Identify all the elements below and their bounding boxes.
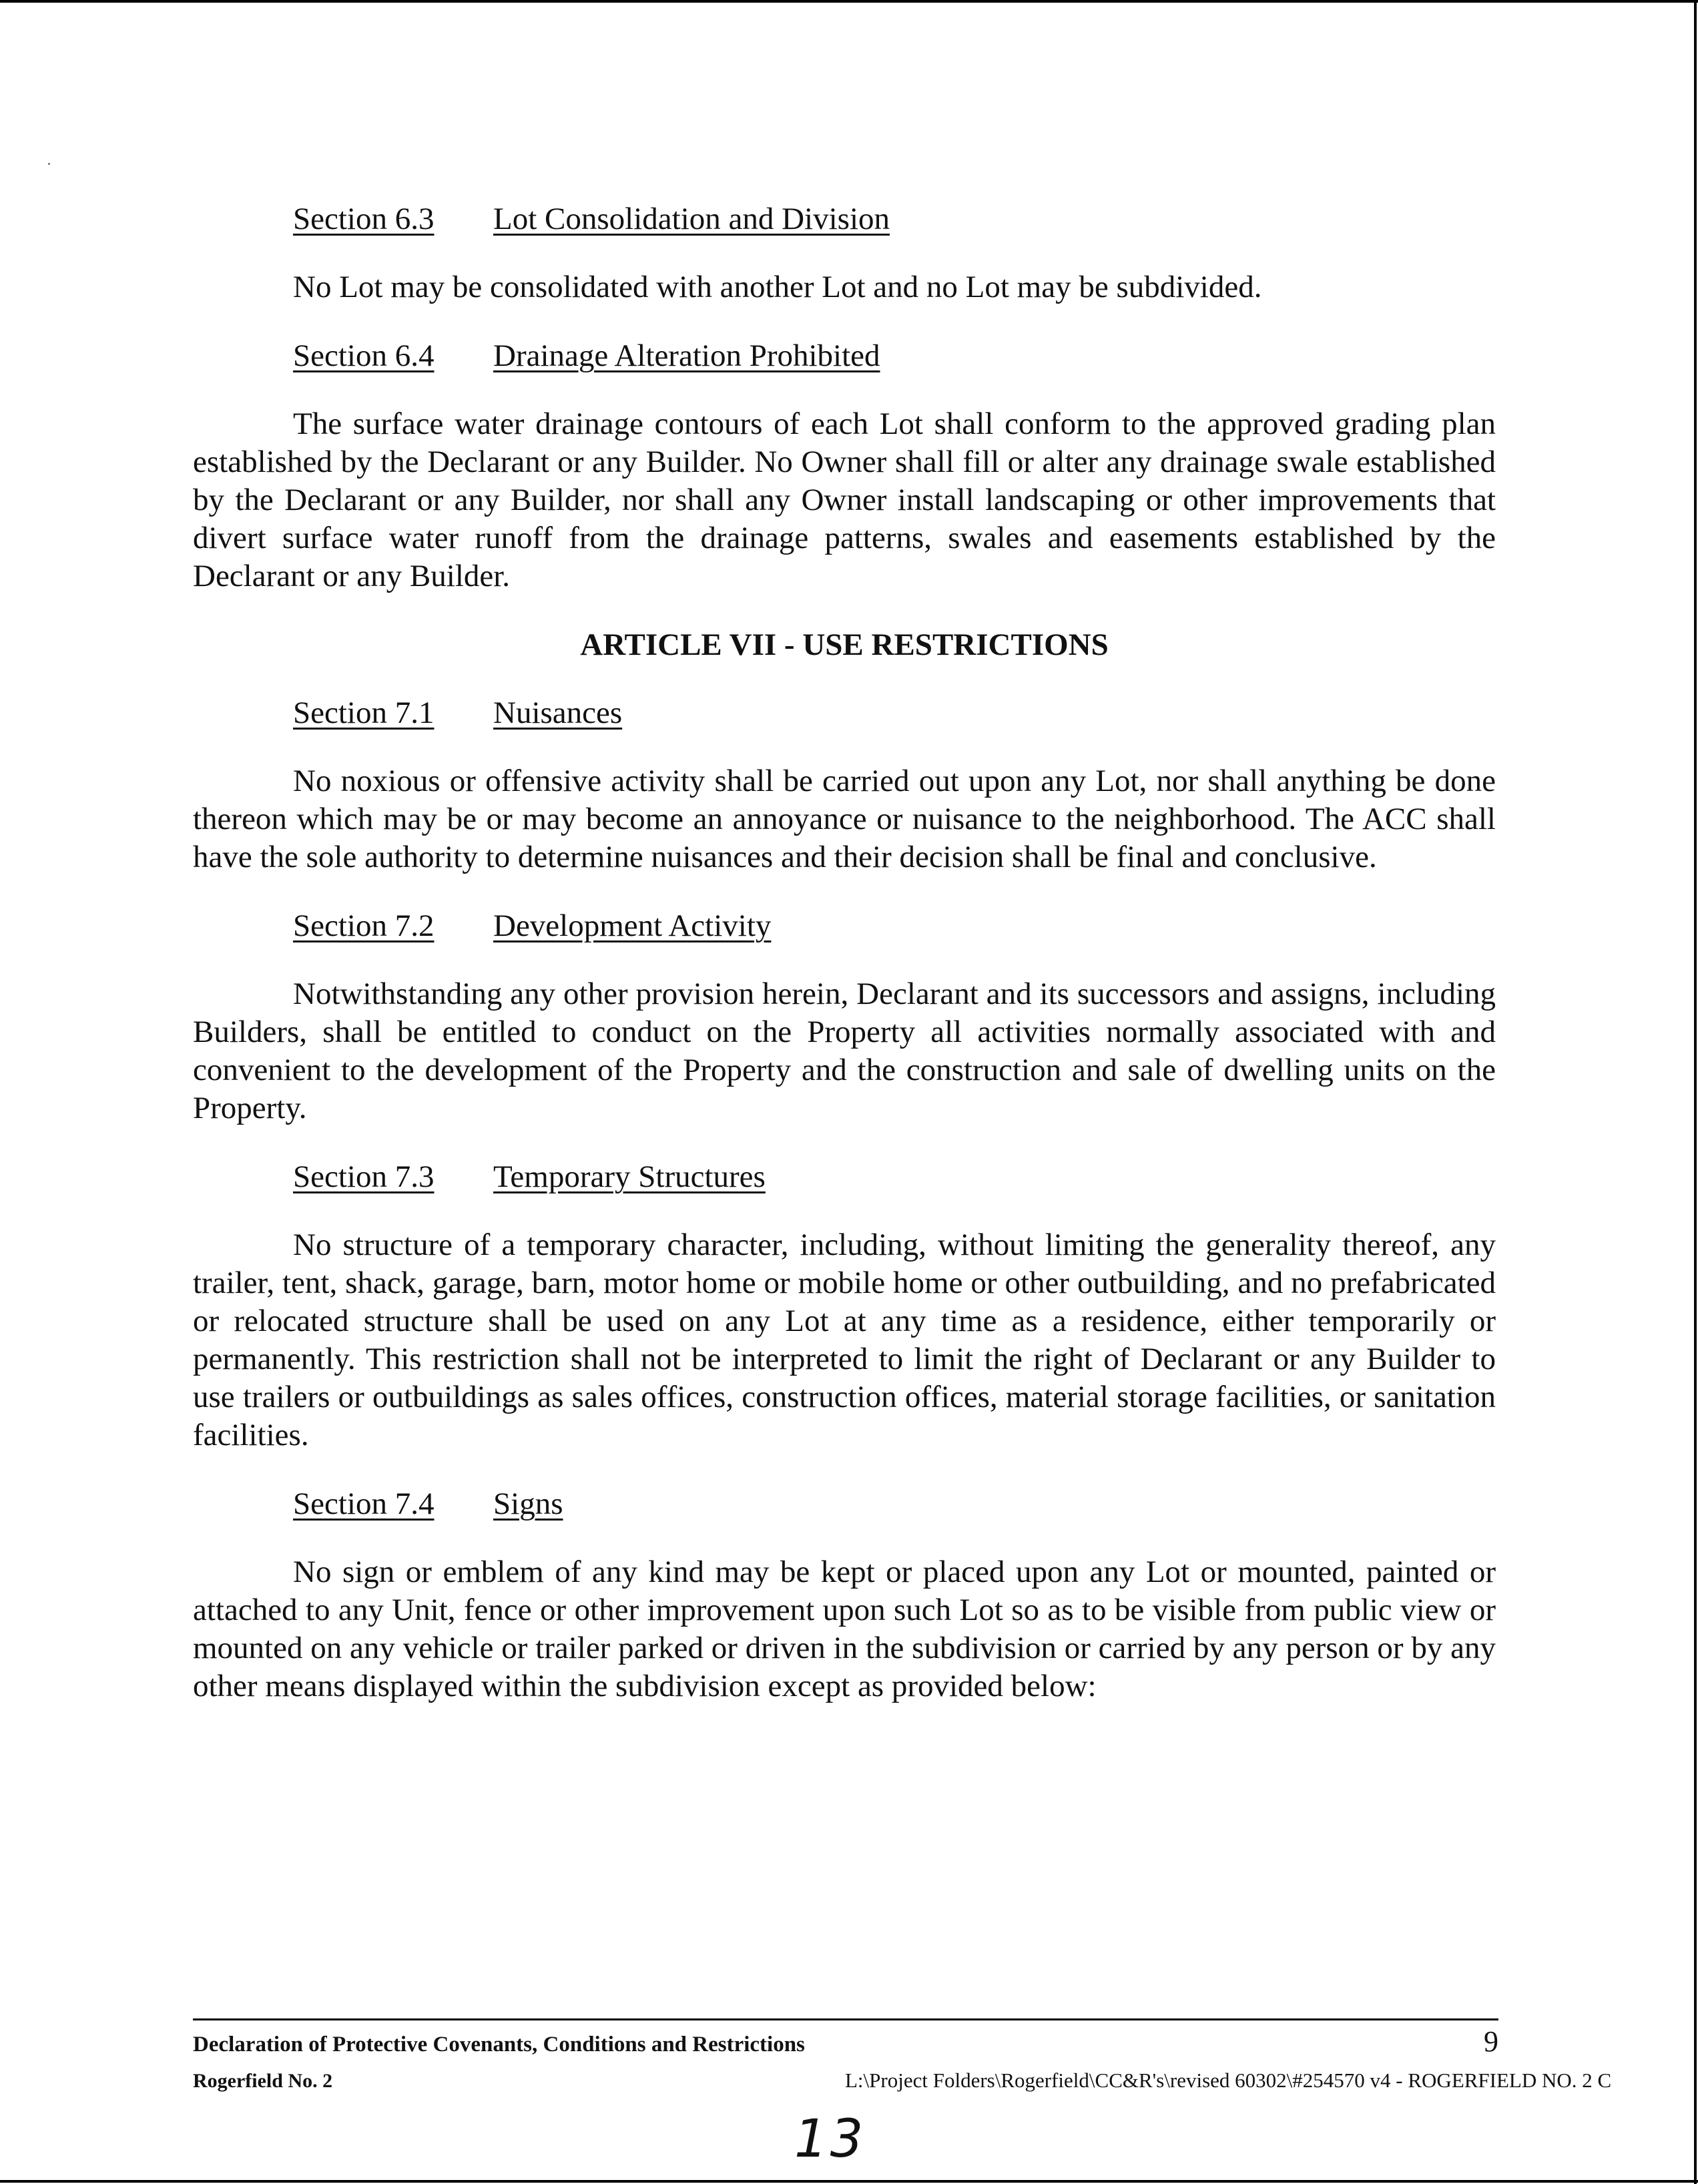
footer-document-title: Declaration of Protective Covenants, Conditions and Restrictions (193, 2032, 805, 2057)
section-number: Section 7.3 (293, 1159, 435, 1194)
section-title: Nuisances (493, 696, 623, 730)
section-heading (293, 907, 1496, 944)
section-number: Section 6.3 (293, 202, 435, 236)
section-number: Section 6.4 (293, 338, 435, 373)
section-heading (293, 337, 1496, 374)
section-number: Section 7.2 (293, 908, 435, 943)
section-title: Drainage Alteration Prohibited (493, 338, 880, 373)
section-body: Notwithstanding any other provision herein, Declarant and its successors and assigns, including Builders, shall be entitled to conduct on the Property all activities normally associated with and convenient to the development of the Property and the construction and sale of dwelling units on the Property. (193, 977, 1496, 1125)
footer-file-path: L:\Project Folders\Rogerfield\CC&R's\revised 60302\#254570 v4 - ROGERFIELD NO. 2 C (845, 2069, 1612, 2092)
section-title: Signs (493, 1486, 563, 1521)
section-title: Temporary Structures (493, 1159, 766, 1194)
section-heading (293, 1158, 1496, 1195)
scan-border-bottom (0, 2180, 1698, 2183)
scan-border-top (0, 0, 1698, 3)
section-heading (293, 1485, 1496, 1523)
section-body: The surface water drainage contours of each Lot shall conform to the approved grading plan established by the Declarant or any Builder. No Owner shall fill or alter any drainage swale established by the Declarant or any Builder, nor shall any Owner install landscaping or other improvements that divert surface water runoff from the drainage patterns, swales and easements established by the Declarant or any Builder. (193, 406, 1496, 593)
section-title: Lot Consolidation and Division (493, 202, 890, 236)
section-body: No noxious or offensive activity shall be carried out upon any Lot, nor shall anything be done thereon which may be or may become an annoyance or nuisance to the neighborhood. The ACC shall have the sole authority to determine nuisances and their decision shall be final and conclusive. (193, 764, 1496, 874)
section-heading (293, 694, 1496, 732)
page-footer (193, 2018, 1612, 2101)
section-number: Section 7.1 (293, 696, 435, 730)
section-body: No structure of a temporary character, including, without limiting the generality thereof, any trailer, tent, shack, garage, barn, motor home or mobile home or other outbuilding, and no prefabricated or relocated structure shall be used on any Lot at any time as a residence, either temporarily or permanently. This restriction shall not be interpreted to limit the right of Declarant or any Builder to use trailers or outbuildings as sales offices, construction offices, material storage facilities, or sanitation facilities. (193, 1227, 1496, 1452)
section-title: Development Activity (493, 908, 772, 943)
section-body: No sign or emblem of any kind may be kept or placed upon any Lot or mounted, painted or attached to any Unit, fence or other improvement upon such Lot so as to be visible from public view or mounted on any vehicle or trailer parked or driven in the subdivision or carried by any person or by any other means displayed within the subdivision except as provided below: (193, 1555, 1496, 1703)
section-heading (293, 200, 1496, 238)
section-body: No Lot may be consolidated with another Lot and no Lot may be subdivided. (293, 270, 1262, 304)
article-heading: ARTICLE VII - USE RESTRICTIONS (580, 627, 1109, 662)
scan-border-right (1694, 0, 1697, 2184)
handwritten-page-number: 13 (794, 2109, 866, 2169)
scan-speck (48, 163, 50, 165)
section-number: Section 7.4 (293, 1486, 435, 1521)
page-number: 9 (1484, 2025, 1498, 2058)
document-body (193, 200, 1496, 1736)
footer-subdivision-name: Rogerfield No. 2 (193, 2070, 333, 2092)
